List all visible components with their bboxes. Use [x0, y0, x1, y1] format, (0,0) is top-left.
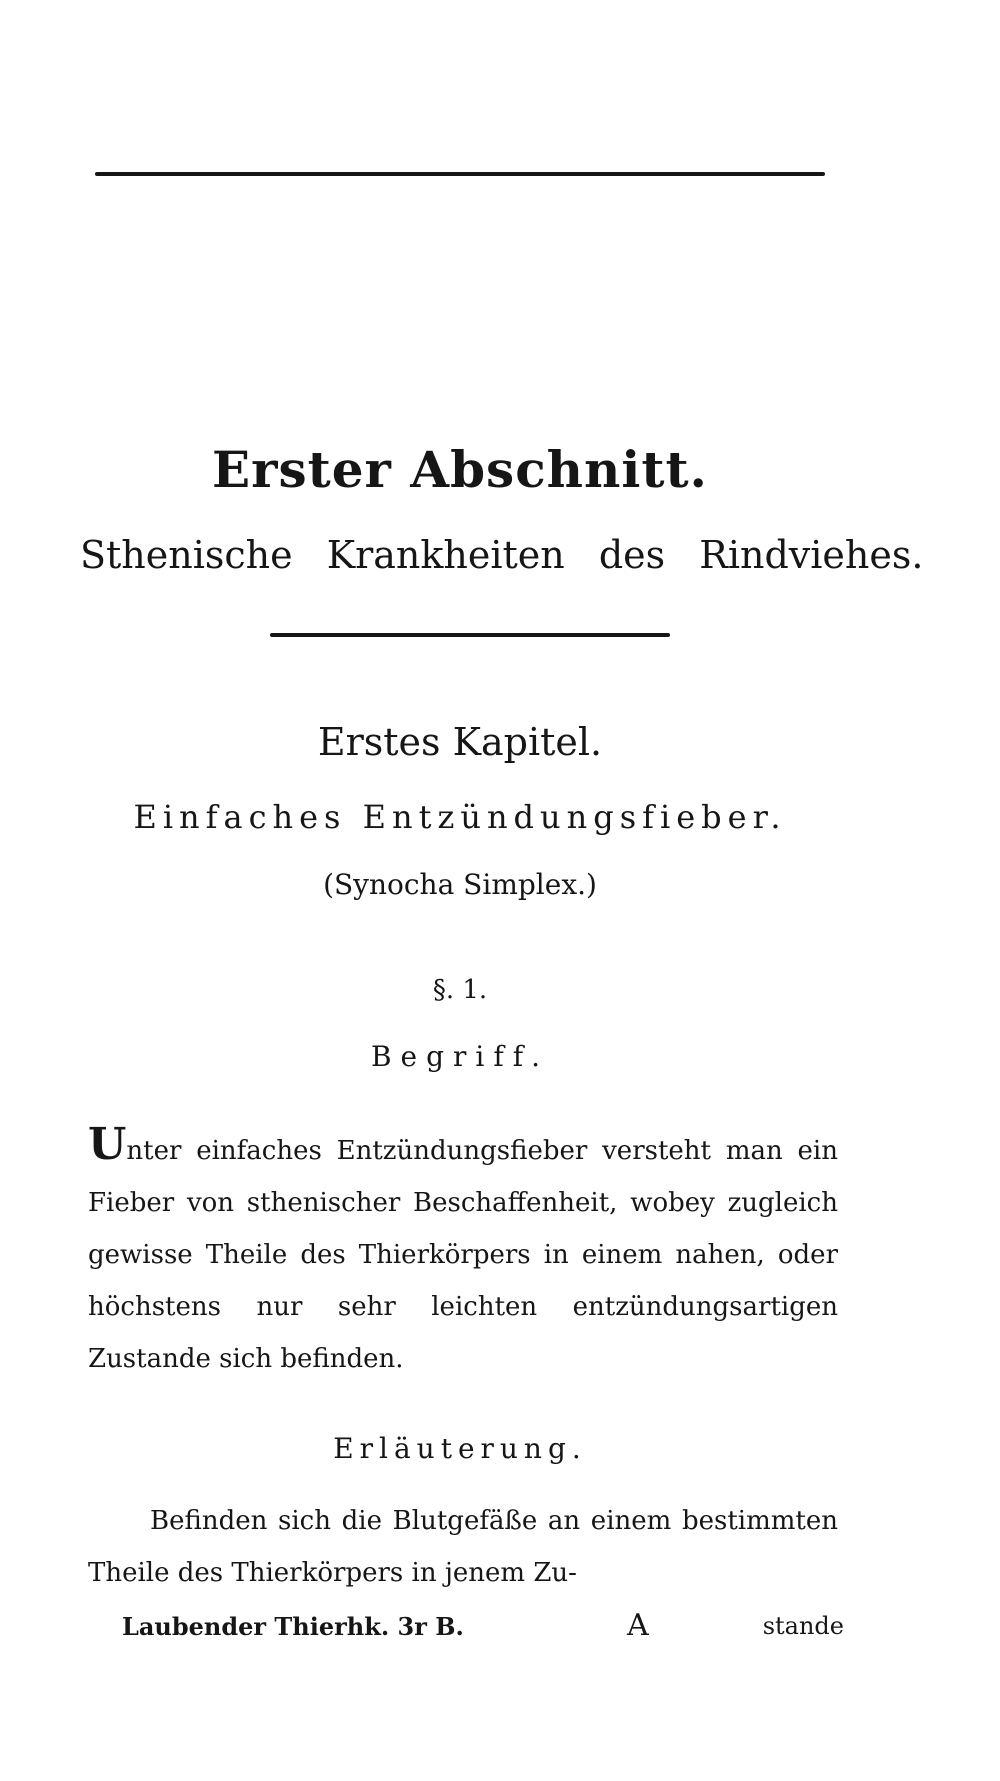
initial-letter: U — [88, 1119, 127, 1170]
definition-paragraph — [88, 1119, 838, 1385]
explanation-heading: Erläuterung. — [333, 1432, 587, 1465]
footer-book-title: Laubender Thierhk. 3r B. — [122, 1612, 464, 1641]
explanation-paragraph: Befinden sich die Blutgefäße an einem bestimmten Theile des Thierkörpers in jenem Zu- — [88, 1506, 838, 1588]
chapter-subtitle: Einfaches Entzündungsfieber. — [133, 798, 787, 836]
definition-text: nter einfaches Entzündungsfieber versteht man ein Fieber von sthenischer Beschaffenheit, wobey zugleich gewisse Theile des Thierkörpers in einem nahen, oder höchstens nur sehr leichten entzündungsartigen Zustande sich befinden. — [88, 1136, 838, 1374]
paragraph-number: §. 1. — [432, 975, 488, 1005]
catchword: stande — [762, 1612, 844, 1640]
top-rule — [95, 172, 825, 176]
chapter-title: Erstes Kapitel. — [317, 720, 603, 764]
page-footer — [122, 1608, 844, 1652]
section-subtitle: Sthenische Krankheiten des Rindviehes. — [80, 533, 924, 577]
middle-rule — [270, 633, 670, 637]
section-title: Erster Abschnitt. — [212, 440, 708, 499]
definition-heading: Begriff. — [370, 1040, 550, 1073]
signature-mark: A — [627, 1608, 649, 1643]
latin-title: (Synocha Simplex.) — [323, 868, 597, 901]
